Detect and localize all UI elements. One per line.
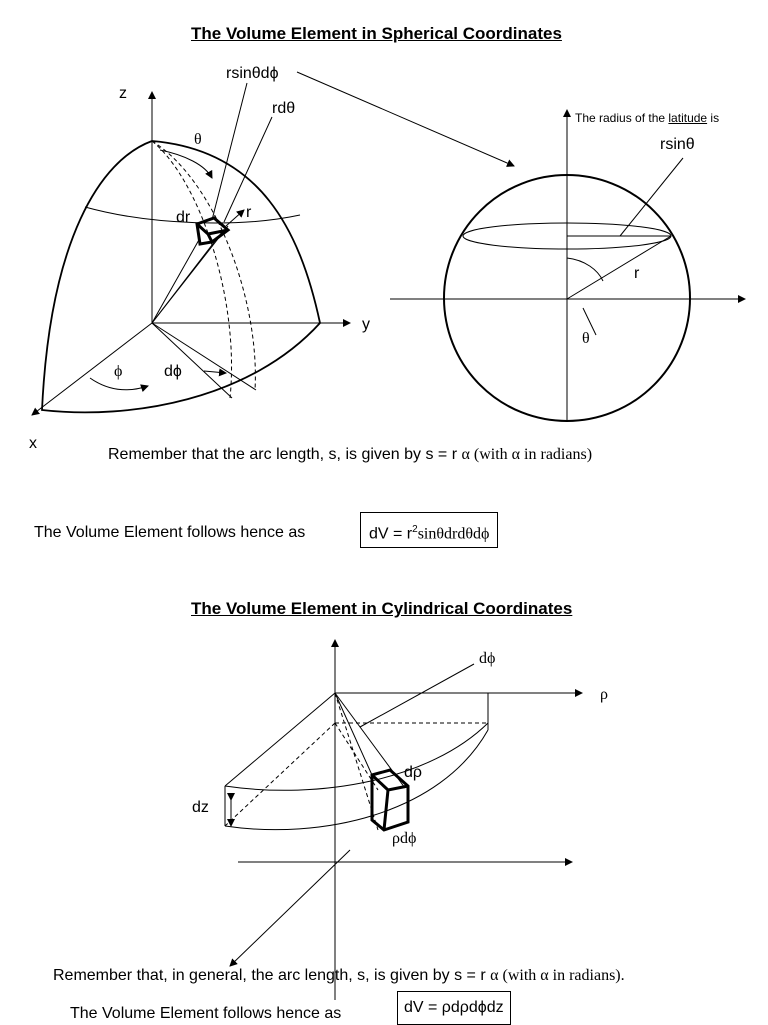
y-axis-label: y (362, 316, 370, 333)
cyl-ray-1 (335, 693, 372, 775)
x-axis (32, 323, 152, 415)
spherical-title: The Volume Element in Spherical Coordinates (191, 24, 562, 43)
ray-1 (152, 238, 200, 323)
cyl-top-arc (225, 723, 488, 790)
radius-r (567, 236, 671, 299)
z-axis-label: z (119, 85, 127, 102)
volume-element-box (197, 218, 228, 244)
circle-diagram (390, 110, 745, 421)
cylindrical-arc-length-note: Remember that, in general, the arc length, s, is given by s = r α (with α in radians). (53, 967, 625, 984)
circle-theta-label: θ (582, 330, 590, 347)
rsintheta-leader (620, 158, 683, 236)
cyl-dphi-leader (360, 664, 474, 727)
cyl-dphi-label: dϕ (479, 650, 496, 667)
rsinthetadphi-leader (212, 83, 247, 220)
theta-label: θ (194, 131, 202, 148)
ray-xy-1 (152, 323, 232, 398)
ray-3 (152, 226, 228, 323)
latitude-note: The radius of the latitude is (575, 111, 720, 125)
spherical-volume-prefix: The Volume Element follows hence as (34, 524, 306, 541)
rsinthetadphi-label: rsinθdϕ (226, 65, 279, 82)
meridian-2 (152, 141, 255, 390)
cylindrical-title: The Volume Element in Cylindrical Coordinates (191, 599, 573, 618)
pointer-arrow (297, 72, 514, 166)
latitude-word: latitude (668, 111, 708, 125)
dphi-pointer (204, 371, 226, 373)
dr-label: dr (176, 209, 191, 226)
meridian-1 (152, 141, 232, 398)
cyl-dashed-diag-1 (225, 723, 335, 826)
latitude-curve (85, 207, 300, 223)
circle-rsintheta-label: rsinθ (660, 136, 695, 153)
cyl-bottom-arc (225, 730, 488, 830)
cylindrical-volume-prefix: The Volume Element follows hence as (70, 1005, 342, 1022)
cyl-top-edge (225, 693, 335, 786)
circle-r-label: r (634, 265, 640, 282)
cyl-drho-label: dρ (404, 764, 422, 781)
cyl-rho-label: ρ (600, 686, 608, 703)
r-label: r (246, 204, 252, 221)
cylindrical-diagram (225, 640, 582, 1000)
cyl-volume-element (372, 770, 408, 830)
x-axis-label: x (29, 435, 37, 452)
theta-arc (160, 150, 212, 178)
cyl-dz-label: dz (192, 799, 209, 816)
dphi-label: dϕ (164, 363, 182, 380)
cyl-diagonal-axis (230, 850, 350, 966)
phi-label: ϕ (114, 363, 123, 380)
rdtheta-label: rdθ (272, 100, 296, 117)
cyl-rhodphi-label: ρdϕ (392, 830, 417, 847)
spherical-octant-diagram (32, 83, 350, 415)
spherical-volume-formula: dV = $r^2\sin\theta drd\theta d\phi$ (360, 512, 498, 548)
cylindrical-volume-formula: dV = ρdρdϕdz (397, 991, 511, 1025)
spherical-arc-length-note: Remember that the arc length, s, is given by s = r α (with α in radians) (108, 446, 593, 463)
theta-angle-arc (567, 258, 603, 281)
